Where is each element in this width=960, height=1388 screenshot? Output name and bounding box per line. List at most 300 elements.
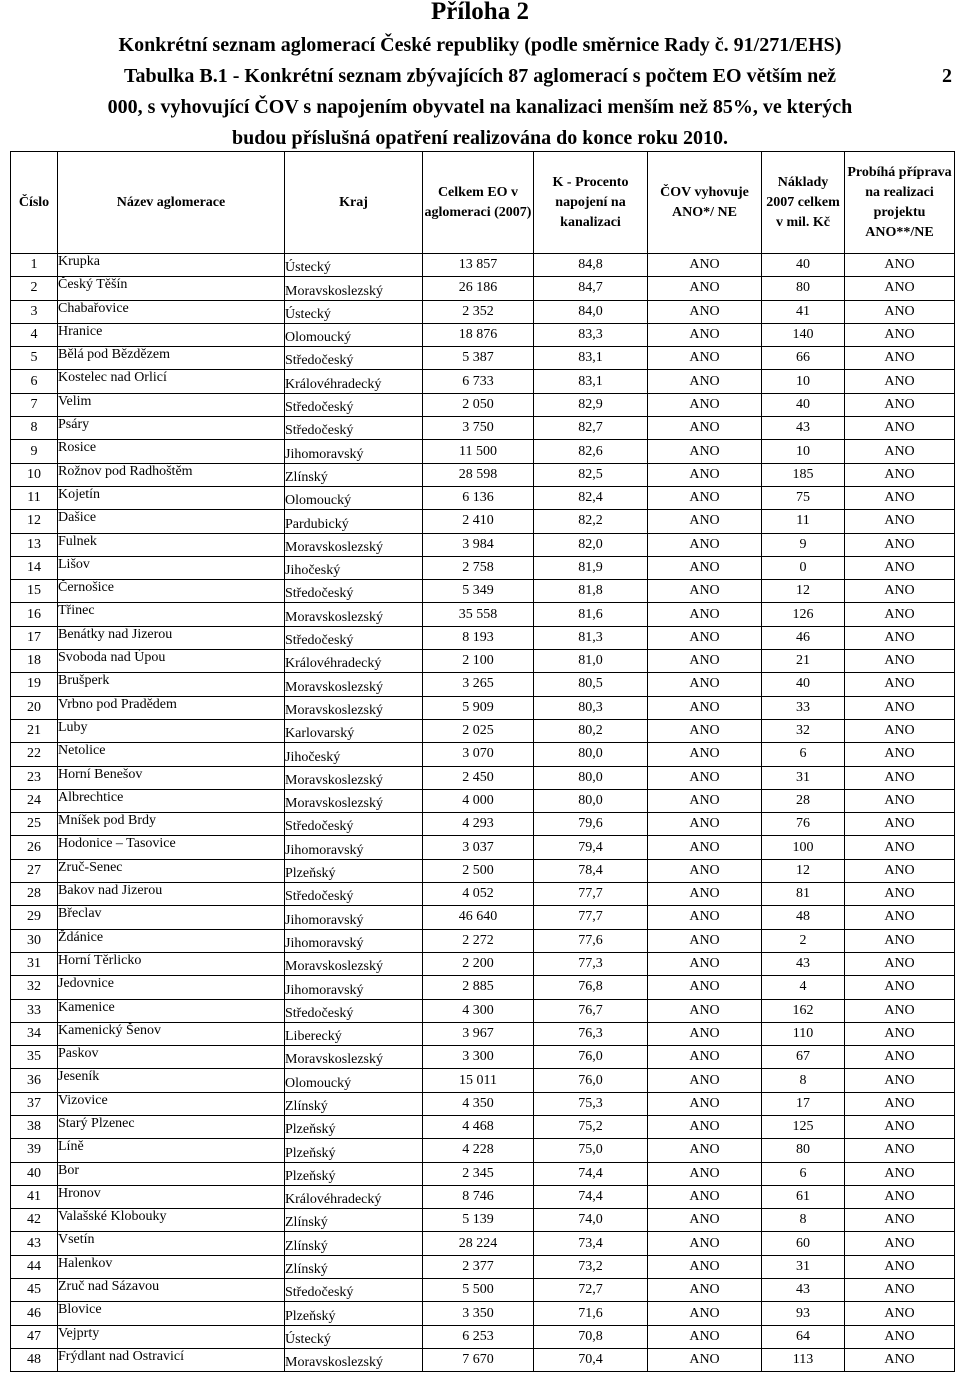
agglomeration-name: Dašice	[58, 510, 285, 533]
agglomeration-name: Vizovice	[58, 1092, 285, 1115]
population-equivalent: 5 909	[423, 696, 534, 719]
cost-value: 40	[762, 673, 845, 696]
cost-value: 110	[762, 1022, 845, 1045]
row-number: 9	[11, 440, 58, 463]
population-equivalent: 3 984	[423, 533, 534, 556]
preparation-status: ANO	[845, 836, 955, 859]
table-row	[11, 347, 955, 370]
region-name: Pardubický	[285, 510, 423, 533]
table-row	[11, 1139, 955, 1162]
cost-value: 17	[762, 1092, 845, 1115]
region-name: Liberecký	[285, 1022, 423, 1045]
region-name: Jihomoravský	[285, 976, 423, 999]
table-row	[11, 486, 955, 509]
connection-percent: 74,4	[534, 1162, 648, 1185]
preparation-status: ANO	[845, 976, 955, 999]
agglomeration-name: Břeclav	[58, 906, 285, 929]
table-row	[11, 859, 955, 882]
wwtp-compliant: ANO	[648, 510, 762, 533]
table-row	[11, 603, 955, 626]
region-name: Zlínský	[285, 1232, 423, 1255]
agglomeration-name: Lišov	[58, 556, 285, 579]
table-row	[11, 883, 955, 906]
agglomeration-name: Paskov	[58, 1046, 285, 1069]
connection-percent: 82,5	[534, 463, 648, 486]
agglomeration-name: Vsetín	[58, 1232, 285, 1255]
table-row	[11, 999, 955, 1022]
region-name: Moravskoslezský	[285, 766, 423, 789]
population-equivalent: 2 200	[423, 952, 534, 975]
table-row	[11, 976, 955, 999]
table-row	[11, 766, 955, 789]
table-row	[11, 1162, 955, 1185]
connection-percent: 76,0	[534, 1046, 648, 1069]
agglomeration-name: Kamenický Šenov	[58, 1022, 285, 1045]
connection-percent: 84,7	[534, 277, 648, 300]
preparation-status: ANO	[845, 743, 955, 766]
row-number: 38	[11, 1115, 58, 1138]
wwtp-compliant: ANO	[648, 463, 762, 486]
cost-value: 126	[762, 603, 845, 626]
preparation-status: ANO	[845, 952, 955, 975]
region-name: Středočeský	[285, 580, 423, 603]
preparation-status: ANO	[845, 719, 955, 742]
wwtp-compliant: ANO	[648, 999, 762, 1022]
header-cost: Náklady 2007 celkem v mil. Kč	[762, 152, 845, 254]
row-number: 14	[11, 556, 58, 579]
agglomeration-name: Ždánice	[58, 929, 285, 952]
population-equivalent: 3 350	[423, 1302, 534, 1325]
row-number: 48	[11, 1348, 58, 1371]
row-number: 21	[11, 719, 58, 742]
population-equivalent: 3 037	[423, 836, 534, 859]
cost-value: 32	[762, 719, 845, 742]
connection-percent: 76,7	[534, 999, 648, 1022]
cost-value: 2	[762, 929, 845, 952]
agglomeration-name: Jeseník	[58, 1069, 285, 1092]
cost-value: 9	[762, 533, 845, 556]
table-row	[11, 1209, 955, 1232]
cost-value: 75	[762, 486, 845, 509]
row-number: 3	[11, 300, 58, 323]
region-name: Středočeský	[285, 393, 423, 416]
row-number: 24	[11, 789, 58, 812]
table-row	[11, 929, 955, 952]
row-number: 12	[11, 510, 58, 533]
wwtp-compliant: ANO	[648, 789, 762, 812]
wwtp-compliant: ANO	[648, 650, 762, 673]
connection-percent: 75,3	[534, 1092, 648, 1115]
cost-value: 31	[762, 766, 845, 789]
preparation-status: ANO	[845, 1348, 955, 1371]
cost-value: 28	[762, 789, 845, 812]
agglomeration-name: Černošice	[58, 580, 285, 603]
connection-percent: 81,6	[534, 603, 648, 626]
cost-value: 60	[762, 1232, 845, 1255]
wwtp-compliant: ANO	[648, 1325, 762, 1348]
row-number: 45	[11, 1279, 58, 1302]
region-name: Plzeňský	[285, 1115, 423, 1138]
header-cov: ČOV vyhovuje ANO*/ NE	[648, 152, 762, 254]
cost-value: 10	[762, 440, 845, 463]
table-row	[11, 417, 955, 440]
cost-value: 31	[762, 1255, 845, 1278]
wwtp-compliant: ANO	[648, 1115, 762, 1138]
row-number: 40	[11, 1162, 58, 1185]
table-row	[11, 1348, 955, 1371]
preparation-status: ANO	[845, 440, 955, 463]
preparation-status: ANO	[845, 1325, 955, 1348]
preparation-status: ANO	[845, 673, 955, 696]
preparation-status: ANO	[845, 1022, 955, 1045]
region-name: Olomoucký	[285, 323, 423, 346]
wwtp-compliant: ANO	[648, 696, 762, 719]
agglomeration-name: Hranice	[58, 323, 285, 346]
agglomeration-name: Český Těšín	[58, 277, 285, 300]
preparation-status: ANO	[845, 1255, 955, 1278]
wwtp-compliant: ANO	[648, 952, 762, 975]
region-name: Zlínský	[285, 1209, 423, 1232]
population-equivalent: 15 011	[423, 1069, 534, 1092]
agglomeration-name: Jedovnice	[58, 976, 285, 999]
row-number: 10	[11, 463, 58, 486]
table-row	[11, 813, 955, 836]
agglomeration-name: Blovice	[58, 1302, 285, 1325]
preparation-status: ANO	[845, 766, 955, 789]
row-number: 28	[11, 883, 58, 906]
wwtp-compliant: ANO	[648, 533, 762, 556]
connection-percent: 77,7	[534, 883, 648, 906]
preparation-status: ANO	[845, 1046, 955, 1069]
wwtp-compliant: ANO	[648, 766, 762, 789]
table-row	[11, 1092, 955, 1115]
population-equivalent: 2 100	[423, 650, 534, 673]
row-number: 33	[11, 999, 58, 1022]
row-number: 44	[11, 1255, 58, 1278]
agglomeration-name: Halenkov	[58, 1255, 285, 1278]
wwtp-compliant: ANO	[648, 929, 762, 952]
region-name: Moravskoslezský	[285, 673, 423, 696]
row-number: 42	[11, 1209, 58, 1232]
cost-value: 61	[762, 1185, 845, 1208]
header-prep: Probíhá příprava na realizaci projektu ANO**/NE	[845, 152, 955, 254]
region-name: Olomoucký	[285, 1069, 423, 1092]
connection-percent: 77,7	[534, 906, 648, 929]
population-equivalent: 3 750	[423, 417, 534, 440]
region-name: Zlínský	[285, 463, 423, 486]
connection-percent: 78,4	[534, 859, 648, 882]
row-number: 34	[11, 1022, 58, 1045]
wwtp-compliant: ANO	[648, 486, 762, 509]
row-number: 23	[11, 766, 58, 789]
row-number: 16	[11, 603, 58, 626]
population-equivalent: 6 136	[423, 486, 534, 509]
agglomeration-name: Kamenice	[58, 999, 285, 1022]
preparation-status: ANO	[845, 1232, 955, 1255]
row-number: 29	[11, 906, 58, 929]
preparation-status: ANO	[845, 580, 955, 603]
cost-value: 185	[762, 463, 845, 486]
population-equivalent: 2 272	[423, 929, 534, 952]
row-number: 43	[11, 1232, 58, 1255]
cost-value: 80	[762, 1139, 845, 1162]
region-name: Moravskoslezský	[285, 277, 423, 300]
population-equivalent: 2 050	[423, 393, 534, 416]
connection-percent: 82,9	[534, 393, 648, 416]
preparation-status: ANO	[845, 1115, 955, 1138]
agglomeration-name: Netolice	[58, 743, 285, 766]
row-number: 20	[11, 696, 58, 719]
table-row	[11, 696, 955, 719]
agglomeration-name: Brušperk	[58, 673, 285, 696]
population-equivalent: 4 293	[423, 813, 534, 836]
preparation-status: ANO	[845, 696, 955, 719]
table-row	[11, 1069, 955, 1092]
cost-value: 0	[762, 556, 845, 579]
row-number: 39	[11, 1139, 58, 1162]
connection-percent: 83,1	[534, 370, 648, 393]
wwtp-compliant: ANO	[648, 300, 762, 323]
cost-value: 11	[762, 510, 845, 533]
cost-value: 21	[762, 650, 845, 673]
connection-percent: 76,0	[534, 1069, 648, 1092]
preparation-status: ANO	[845, 813, 955, 836]
wwtp-compliant: ANO	[648, 859, 762, 882]
row-number: 35	[11, 1046, 58, 1069]
cost-value: 12	[762, 859, 845, 882]
population-equivalent: 4 350	[423, 1092, 534, 1115]
population-equivalent: 26 186	[423, 277, 534, 300]
wwtp-compliant: ANO	[648, 1185, 762, 1208]
wwtp-compliant: ANO	[648, 1022, 762, 1045]
region-name: Středočeský	[285, 626, 423, 649]
wwtp-compliant: ANO	[648, 719, 762, 742]
connection-percent: 82,0	[534, 533, 648, 556]
region-name: Plzeňský	[285, 1302, 423, 1325]
wwtp-compliant: ANO	[648, 1302, 762, 1325]
row-number: 31	[11, 952, 58, 975]
wwtp-compliant: ANO	[648, 323, 762, 346]
cost-value: 113	[762, 1348, 845, 1371]
table-row	[11, 673, 955, 696]
connection-percent: 81,0	[534, 650, 648, 673]
preparation-status: ANO	[845, 556, 955, 579]
preparation-status: ANO	[845, 1279, 955, 1302]
agglomeration-name: Albrechtice	[58, 789, 285, 812]
region-name: Jihočeský	[285, 743, 423, 766]
agglomeration-name: Vrbno pod Pradědem	[58, 696, 285, 719]
wwtp-compliant: ANO	[648, 1139, 762, 1162]
wwtp-compliant: ANO	[648, 1092, 762, 1115]
region-name: Plzeňský	[285, 859, 423, 882]
wwtp-compliant: ANO	[648, 906, 762, 929]
wwtp-compliant: ANO	[648, 347, 762, 370]
population-equivalent: 4 000	[423, 789, 534, 812]
connection-percent: 80,0	[534, 766, 648, 789]
table-row	[11, 463, 955, 486]
wwtp-compliant: ANO	[648, 393, 762, 416]
population-equivalent: 2 025	[423, 719, 534, 742]
row-number: 5	[11, 347, 58, 370]
region-name: Středočeský	[285, 883, 423, 906]
connection-percent: 80,3	[534, 696, 648, 719]
cost-value: 46	[762, 626, 845, 649]
agglomeration-name: Starý Plzenec	[58, 1115, 285, 1138]
table-row	[11, 836, 955, 859]
region-name: Moravskoslezský	[285, 603, 423, 626]
preparation-status: ANO	[845, 1069, 955, 1092]
connection-percent: 75,0	[534, 1139, 648, 1162]
preparation-status: ANO	[845, 393, 955, 416]
wwtp-compliant: ANO	[648, 1348, 762, 1371]
preparation-status: ANO	[845, 370, 955, 393]
table-row	[11, 556, 955, 579]
row-number: 1	[11, 254, 58, 277]
connection-percent: 84,0	[534, 300, 648, 323]
cost-value: 6	[762, 743, 845, 766]
agglomeration-name: Benátky nad Jizerou	[58, 626, 285, 649]
wwtp-compliant: ANO	[648, 673, 762, 696]
region-name: Olomoucký	[285, 486, 423, 509]
wwtp-compliant: ANO	[648, 1046, 762, 1069]
population-equivalent: 2 450	[423, 766, 534, 789]
header-row	[11, 152, 955, 254]
cost-value: 8	[762, 1069, 845, 1092]
cost-value: 43	[762, 952, 845, 975]
agglomeration-name: Luby	[58, 719, 285, 742]
connection-percent: 83,1	[534, 347, 648, 370]
row-number: 8	[11, 417, 58, 440]
preparation-status: ANO	[845, 883, 955, 906]
wwtp-compliant: ANO	[648, 883, 762, 906]
agglomeration-name: Horní Těrlicko	[58, 952, 285, 975]
connection-percent: 74,0	[534, 1209, 648, 1232]
table-body	[11, 254, 955, 1372]
table-row	[11, 719, 955, 742]
row-number: 36	[11, 1069, 58, 1092]
wwtp-compliant: ANO	[648, 1162, 762, 1185]
table-row	[11, 1115, 955, 1138]
table-row	[11, 906, 955, 929]
row-number: 2	[11, 277, 58, 300]
connection-percent: 82,4	[534, 486, 648, 509]
cost-value: 125	[762, 1115, 845, 1138]
wwtp-compliant: ANO	[648, 1209, 762, 1232]
table-row	[11, 1232, 955, 1255]
population-equivalent: 5 349	[423, 580, 534, 603]
population-equivalent: 35 558	[423, 603, 534, 626]
wwtp-compliant: ANO	[648, 370, 762, 393]
table-row	[11, 1255, 955, 1278]
connection-percent: 76,8	[534, 976, 648, 999]
preparation-status: ANO	[845, 254, 955, 277]
table-row	[11, 626, 955, 649]
row-number: 41	[11, 1185, 58, 1208]
population-equivalent: 5 500	[423, 1279, 534, 1302]
table-row	[11, 580, 955, 603]
region-name: Jihomoravský	[285, 906, 423, 929]
agglomeration-name: Bakov nad Jizerou	[58, 883, 285, 906]
cost-value: 80	[762, 277, 845, 300]
preparation-status: ANO	[845, 347, 955, 370]
agglomeration-name: Vejprty	[58, 1325, 285, 1348]
row-number: 15	[11, 580, 58, 603]
cost-value: 6	[762, 1162, 845, 1185]
region-name: Středočeský	[285, 347, 423, 370]
connection-percent: 73,2	[534, 1255, 648, 1278]
row-number: 11	[11, 486, 58, 509]
cost-value: 43	[762, 1279, 845, 1302]
preparation-status: ANO	[845, 626, 955, 649]
preparation-status: ANO	[845, 1092, 955, 1115]
region-name: Moravskoslezský	[285, 696, 423, 719]
region-name: Královéhradecký	[285, 650, 423, 673]
agglomeration-name: Valašské Klobouky	[58, 1209, 285, 1232]
header-pct: K - Procento napojení na kanalizaci	[534, 152, 648, 254]
row-number: 26	[11, 836, 58, 859]
table-row	[11, 952, 955, 975]
connection-percent: 82,6	[534, 440, 648, 463]
population-equivalent: 2 500	[423, 859, 534, 882]
connection-percent: 81,8	[534, 580, 648, 603]
connection-percent: 82,2	[534, 510, 648, 533]
header-kraj: Kraj	[285, 152, 423, 254]
table-row	[11, 370, 955, 393]
header-name: Název aglomerace	[58, 152, 285, 254]
cost-value: 41	[762, 300, 845, 323]
agglomeration-name: Psáry	[58, 417, 285, 440]
preparation-status: ANO	[845, 929, 955, 952]
heading-line-1: Konkrétní seznam aglomerací České republiky (podle směrnice Rady č. 91/271/EHS)	[118, 34, 842, 56]
population-equivalent: 28 224	[423, 1232, 534, 1255]
population-equivalent: 28 598	[423, 463, 534, 486]
region-name: Ústecký	[285, 300, 423, 323]
row-number: 13	[11, 533, 58, 556]
preparation-status: ANO	[845, 1185, 955, 1208]
connection-percent: 70,8	[534, 1325, 648, 1348]
wwtp-compliant: ANO	[648, 277, 762, 300]
wwtp-compliant: ANO	[648, 440, 762, 463]
population-equivalent: 4 228	[423, 1139, 534, 1162]
population-equivalent: 4 468	[423, 1115, 534, 1138]
region-name: Středočeský	[285, 1279, 423, 1302]
wwtp-compliant: ANO	[648, 836, 762, 859]
table-row	[11, 743, 955, 766]
cost-value: 8	[762, 1209, 845, 1232]
population-equivalent: 5 387	[423, 347, 534, 370]
connection-percent: 83,3	[534, 323, 648, 346]
table-row	[11, 1325, 955, 1348]
row-number: 47	[11, 1325, 58, 1348]
population-equivalent: 3 967	[423, 1022, 534, 1045]
table-row	[11, 323, 955, 346]
region-name: Karlovarský	[285, 719, 423, 742]
wwtp-compliant: ANO	[648, 1232, 762, 1255]
cost-value: 10	[762, 370, 845, 393]
agglomeration-name: Kojetín	[58, 486, 285, 509]
table-row	[11, 440, 955, 463]
region-name: Ústecký	[285, 1325, 423, 1348]
agglomeration-name: Rosice	[58, 440, 285, 463]
preparation-status: ANO	[845, 533, 955, 556]
population-equivalent: 13 857	[423, 254, 534, 277]
cost-value: 162	[762, 999, 845, 1022]
population-equivalent: 3 300	[423, 1046, 534, 1069]
heading-line-3: 000, s vyhovující ČOV s napojením obyvatel na kanalizaci menším než 85%, ve kterých	[107, 96, 853, 118]
connection-percent: 81,3	[534, 626, 648, 649]
preparation-status: ANO	[845, 906, 955, 929]
preparation-status: ANO	[845, 277, 955, 300]
